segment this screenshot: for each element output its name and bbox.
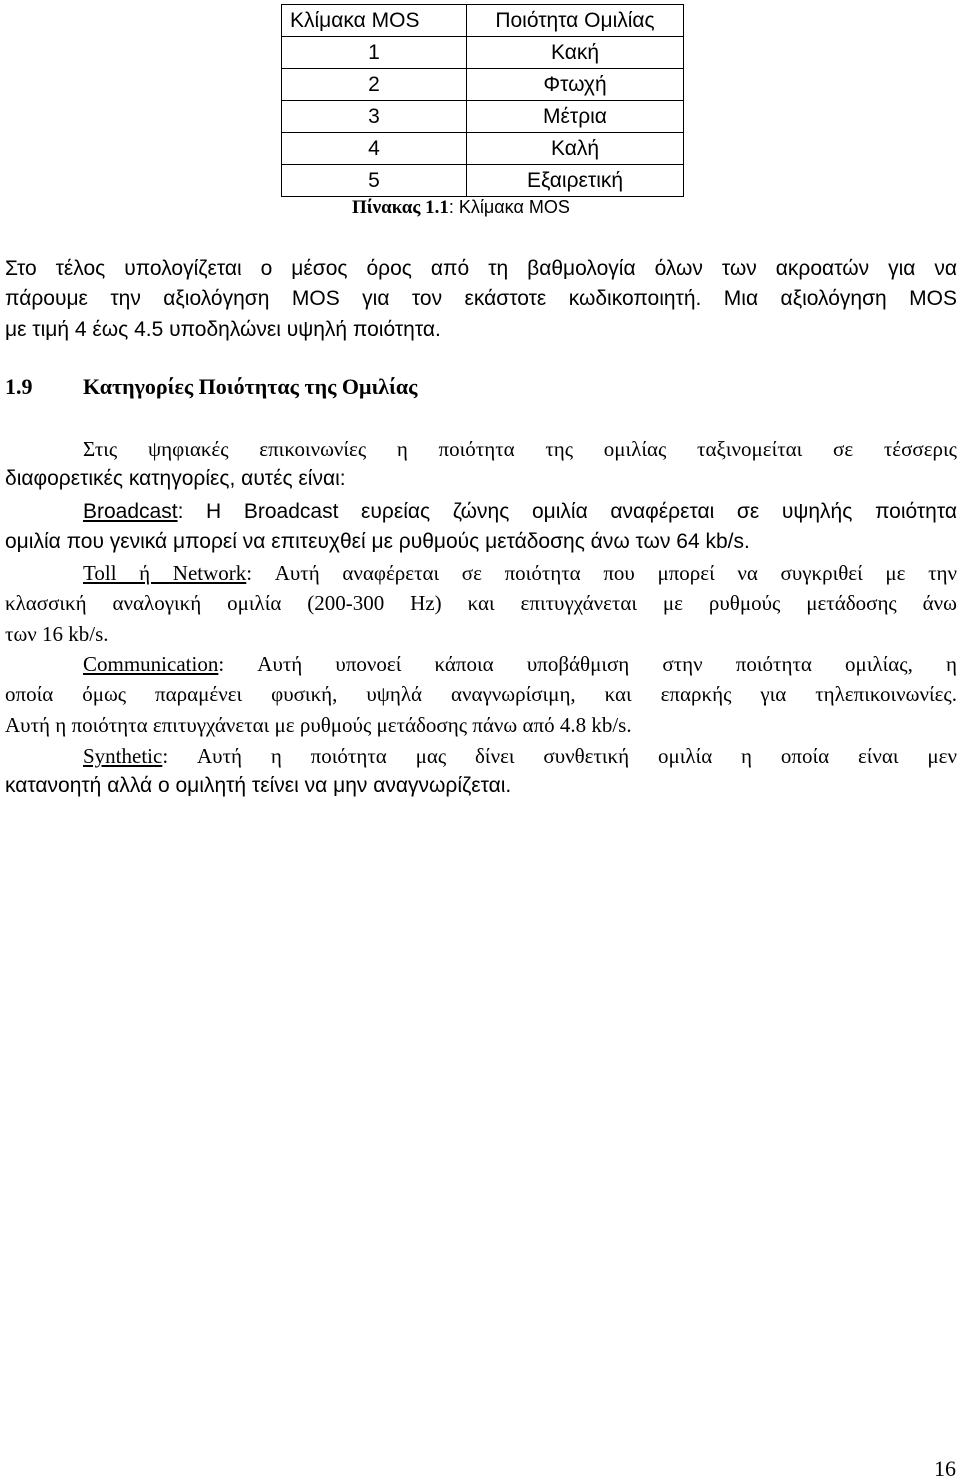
- table-row: [282, 133, 684, 165]
- table-header-row: [282, 5, 684, 37]
- section-title: Κατηγορίες Ποιότητας της Ομιλίας: [83, 374, 418, 399]
- quality-cell: Καλή: [467, 133, 684, 165]
- mos-score-cell: 5: [282, 165, 467, 197]
- table-row: [282, 165, 684, 197]
- table-caption: [352, 197, 570, 219]
- synthetic-text: : Αυτή η ποιότητα μας δίνει συνθετική ομιλία η οποία είναι μεν: [162, 744, 957, 768]
- intro-paragraph: [5, 254, 957, 345]
- communication-text: : Αυτή υπονοεί κάποια υποβάθμιση στην ποιότητα ομιλίας, η: [218, 652, 957, 676]
- broadcast-text: : Η Broadcast ευρείας ζώνης ομιλία αναφέρεται σε υψηλής ποιότητα: [177, 500, 957, 523]
- intro-line: πάρουμε την αξιολόγηση MOS για τον εκάστοτε κωδικοποιητή. Μια αξιολόγηση MOS: [5, 287, 957, 311]
- quality-cell: Εξαιρετική: [467, 165, 684, 197]
- synthetic-line-1: [5, 741, 957, 771]
- page-number: 16: [934, 1456, 956, 1481]
- synthetic-term: Synthetic: [83, 744, 163, 768]
- mos-scale-table: [281, 4, 684, 197]
- caption-label: Πίνακας 1.1: [352, 197, 449, 218]
- header-speech-quality: Ποιότητα Ομιλίας: [467, 5, 684, 37]
- mos-score-cell: 2: [282, 69, 467, 101]
- mos-score-cell: 1: [282, 37, 467, 69]
- toll-line-3: των 16 kb/s.: [5, 621, 109, 646]
- intro-line: με τιμή 4 έως 4.5 υποδηλώνει υψηλή ποιότητα.: [5, 317, 441, 341]
- lead-paragraph: [5, 434, 957, 495]
- communication-term: Communication: [83, 652, 219, 676]
- section-heading: [5, 374, 417, 400]
- toll-text: : Αυτή αναφέρεται σε ποιότητα που μπορεί να συγκριθεί με την: [246, 561, 958, 585]
- section-number: 1.9: [5, 374, 33, 399]
- lead-line: Στις ψηφιακές επικοινωνίες η ποιότητα της ομιλίας ταξινομείται σε τέσσερις: [83, 437, 957, 461]
- toll-term: Toll ή Network: [83, 561, 247, 585]
- broadcast-line-1: [5, 497, 957, 527]
- header-mos-scale: Κλίμακα MOS: [282, 5, 467, 37]
- toll-paragraph: [5, 558, 957, 649]
- table-row: [282, 37, 684, 69]
- communication-line-1: [5, 649, 957, 679]
- mos-score-cell: 4: [282, 133, 467, 165]
- communication-line-3: Αυτή η ποιότητα επιτυγχάνεται με ρυθμούς μετάδοσης πάνω από 4.8 kb/s.: [5, 712, 632, 737]
- broadcast-line-2: ομιλία που γενικά μπορεί να επιτευχθεί με ρυθμούς μετάδοσης άνω των 64 kb/s.: [5, 530, 750, 554]
- table-row: [282, 69, 684, 101]
- table-row: [282, 101, 684, 133]
- synthetic-paragraph: [5, 741, 957, 802]
- communication-paragraph: [5, 649, 957, 740]
- toll-line-2: κλασσική αναλογική ομιλία (200-300 Hz) και επιτυγχάνεται με ρυθμούς μετάδοσης άνω: [5, 591, 957, 616]
- broadcast-paragraph: [5, 497, 957, 558]
- communication-line-2: οποία όμως παραμένει φυσική, υψηλά αναγνωρίσιμη, και επαρκής για τηλεπικοινωνίες.: [5, 682, 957, 707]
- caption-text: : Κλίμακα MOS: [448, 197, 570, 217]
- quality-cell: Μέτρια: [467, 101, 684, 133]
- quality-cell: Φτωχή: [467, 69, 684, 101]
- toll-line-1: [5, 558, 957, 588]
- lead-line: διαφορετικές κατηγορίες, αυτές είναι:: [5, 467, 346, 491]
- synthetic-line-2: κατανοητή αλλά ο ομιλητή τείνει να μην αναγνωρίζεται.: [5, 774, 512, 798]
- intro-line: Στο τέλος υπολογίζεται ο μέσος όρος από τη βαθμολογία όλων των ακροατών για να: [5, 257, 957, 280]
- broadcast-term: Broadcast: [83, 500, 178, 523]
- quality-cell: Κακή: [467, 37, 684, 69]
- mos-score-cell: 3: [282, 101, 467, 133]
